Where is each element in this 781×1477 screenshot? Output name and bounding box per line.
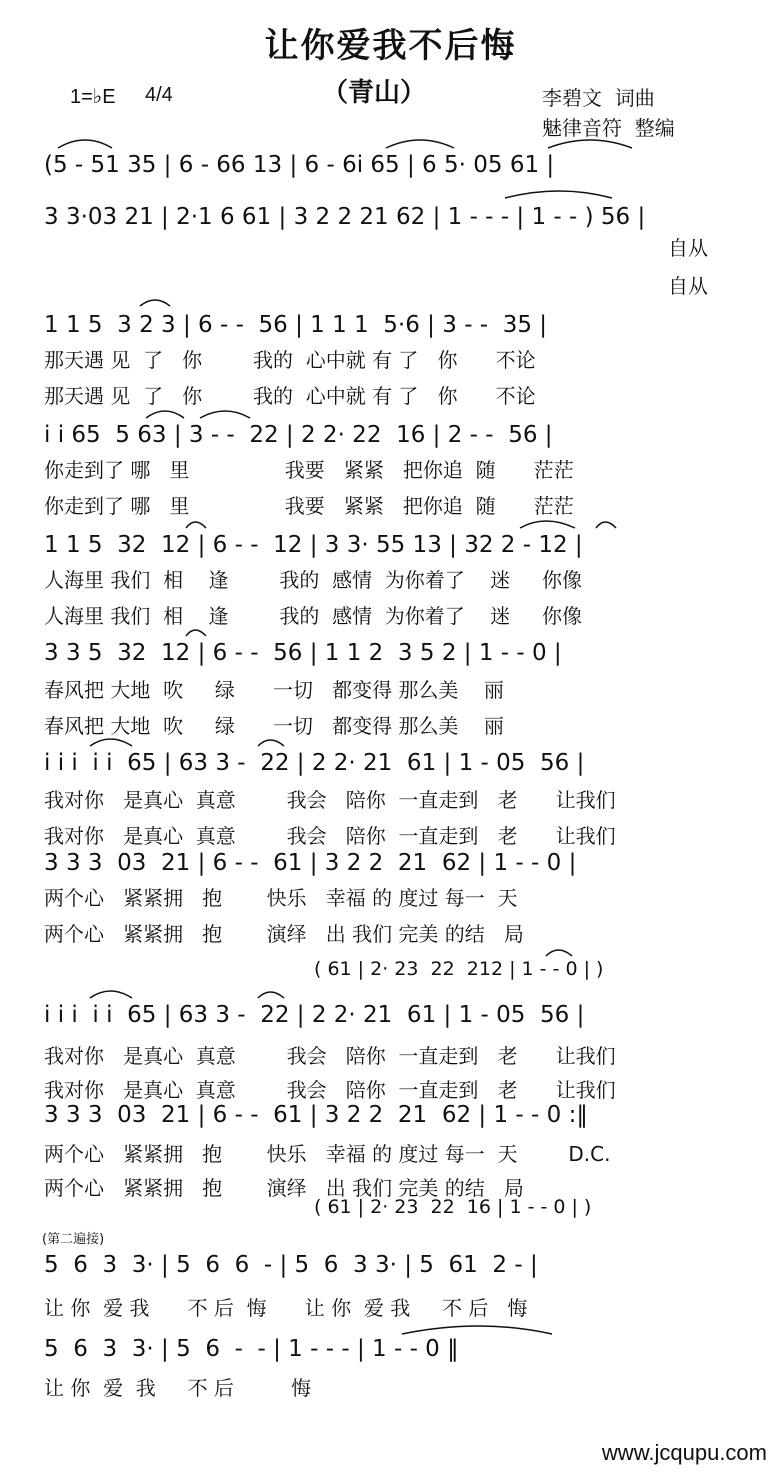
interlude-1: ( 61 | 2· 23 22 212 | 1 - - 0 | ): [314, 958, 604, 980]
notation-row: 5 6 3 3· | 5 6 6 - | 5 6 3 3· | 5 61 2 - |: [44, 1252, 538, 1278]
lyric-line: 那天遇 见 了 你 我的 心中就 有 了 你 不论: [44, 384, 536, 408]
slur: [596, 522, 616, 528]
slur: [146, 411, 184, 418]
slur: [548, 140, 632, 148]
lyric-line: 你走到了 哪 里 我要 紧紧 把你追 随 茫茫: [44, 494, 574, 518]
lyric-line: 人海里 我们 相 逢 我的 感情 为你着了 迷 你像: [44, 604, 583, 628]
lyric-line: 两个心 紧紧拥 抱 快乐 幸福 的 度过 每一 天 D.C.: [44, 1142, 611, 1166]
slur: [386, 140, 454, 148]
song-subtitle: （青山）: [322, 78, 427, 108]
website-watermark: www.jcqupu.com: [601, 1440, 767, 1465]
slur: [258, 740, 284, 746]
lyric-line: 春风把 大地 吹 绿 一切 都变得 那么美 丽: [44, 678, 504, 702]
notation-row: i i 65 5 63 | 3 - - 22 | 2 2· 22 16 | 2 - - 56 |: [44, 422, 553, 448]
slur: [258, 992, 284, 998]
lyric-line: 我对你 是真心 真意 我会 陪你 一直走到 老 让我们: [44, 788, 616, 812]
tie: [402, 1326, 552, 1334]
slur: [90, 739, 132, 746]
slur: [58, 140, 112, 148]
slur: [90, 991, 132, 998]
interlude-2: ( 61 | 2· 23 22 16 | 1 - - 0 | ): [314, 1196, 592, 1218]
lyric-line: 两个心 紧紧拥 抱 演绎 出 我们 完美 的结 局: [44, 922, 524, 946]
lyric-line: 我对你 是真心 真意 我会 陪你 一直走到 老 让我们: [44, 1078, 616, 1102]
lyric-line: 春风把 大地 吹 绿 一切 都变得 那么美 丽: [44, 714, 504, 738]
notation-row: 1 1 5 3 2 3 | 6 - - 56 | 1 1 1 5·6 | 3 - - 35 |: [44, 312, 548, 338]
time-signature: 4/4: [145, 84, 173, 106]
lyricist-composer-credit: 李碧文 词曲: [542, 86, 655, 110]
notation-row: 3 3 5 32 12 | 6 - - 56 | 1 1 2 3 5 2 | 1 - - 0 |: [44, 640, 562, 666]
song-title: 让你爱我不后悔: [264, 26, 517, 66]
slur: [546, 950, 572, 956]
lyric-line: 人海里 我们 相 逢 我的 感情 为你着了 迷 你像: [44, 568, 583, 592]
slur: [186, 522, 206, 528]
slur: [520, 521, 575, 528]
lyric-line: 那天遇 见 了 你 我的 心中就 有 了 你 不论: [44, 348, 536, 372]
key-signature: 1=♭E: [70, 86, 116, 108]
notation-row: 1 1 5 32 12 | 6 - - 12 | 3 3· 55 13 | 32 2 - 12 |: [44, 532, 583, 558]
second-time-marker: (第二遍接): [42, 1232, 105, 1247]
lyric-line: 自从: [668, 274, 708, 298]
notation-row: (5 - 51 35 | 6 - 66 13 | 6 - 6i 65 | 6 5· 05 61 |: [44, 152, 555, 178]
lyric-line: 自从: [668, 236, 708, 260]
arranger-credit: 魅律音符 整编: [542, 116, 675, 140]
slur: [140, 300, 170, 306]
slur: [200, 411, 250, 418]
notation-row: i i i i i 65 | 63 3 - 22 | 2 2· 21 61 | 1 - 05 56 |: [44, 750, 585, 776]
lyric-line: 让 你 爱 我 不 后 悔 让 你 爱 我 不 后 悔: [44, 1296, 528, 1320]
notation-row: 3 3 3 03 21 | 6 - - 61 | 3 2 2 21 62 | 1 - - 0 :‖: [44, 1102, 588, 1128]
lyric-line: 两个心 紧紧拥 抱 快乐 幸福 的 度过 每一 天: [44, 886, 518, 910]
lyric-line: 两个心 紧紧拥 抱 演绎 出 我们 完美 的结 局: [44, 1176, 524, 1200]
lyric-line: 我对你 是真心 真意 我会 陪你 一直走到 老 让我们: [44, 1044, 616, 1068]
notation-row: 3 3 3 03 21 | 6 - - 61 | 3 2 2 21 62 | 1 - - 0 |: [44, 850, 577, 876]
notation-row: 5 6 3 3· | 5 6 - - | 1 - - - | 1 - - 0 ‖: [44, 1336, 459, 1362]
lyric-line: 我对你 是真心 真意 我会 陪你 一直走到 老 让我们: [44, 824, 616, 848]
lyric-line: 让 你 爱 我 不 后 悔: [44, 1376, 312, 1400]
slur: [186, 630, 206, 636]
tie: [505, 191, 612, 198]
lyric-line: 你走到了 哪 里 我要 紧紧 把你追 随 茫茫: [44, 458, 574, 482]
notation-row: i i i i i 65 | 63 3 - 22 | 2 2· 21 61 | 1 - 05 56 |: [44, 1002, 585, 1028]
notation-row: 3 3·03 21 | 2·1 6 61 | 3 2 2 21 62 | 1 - - - | 1 - - ) 56 |: [44, 204, 646, 230]
